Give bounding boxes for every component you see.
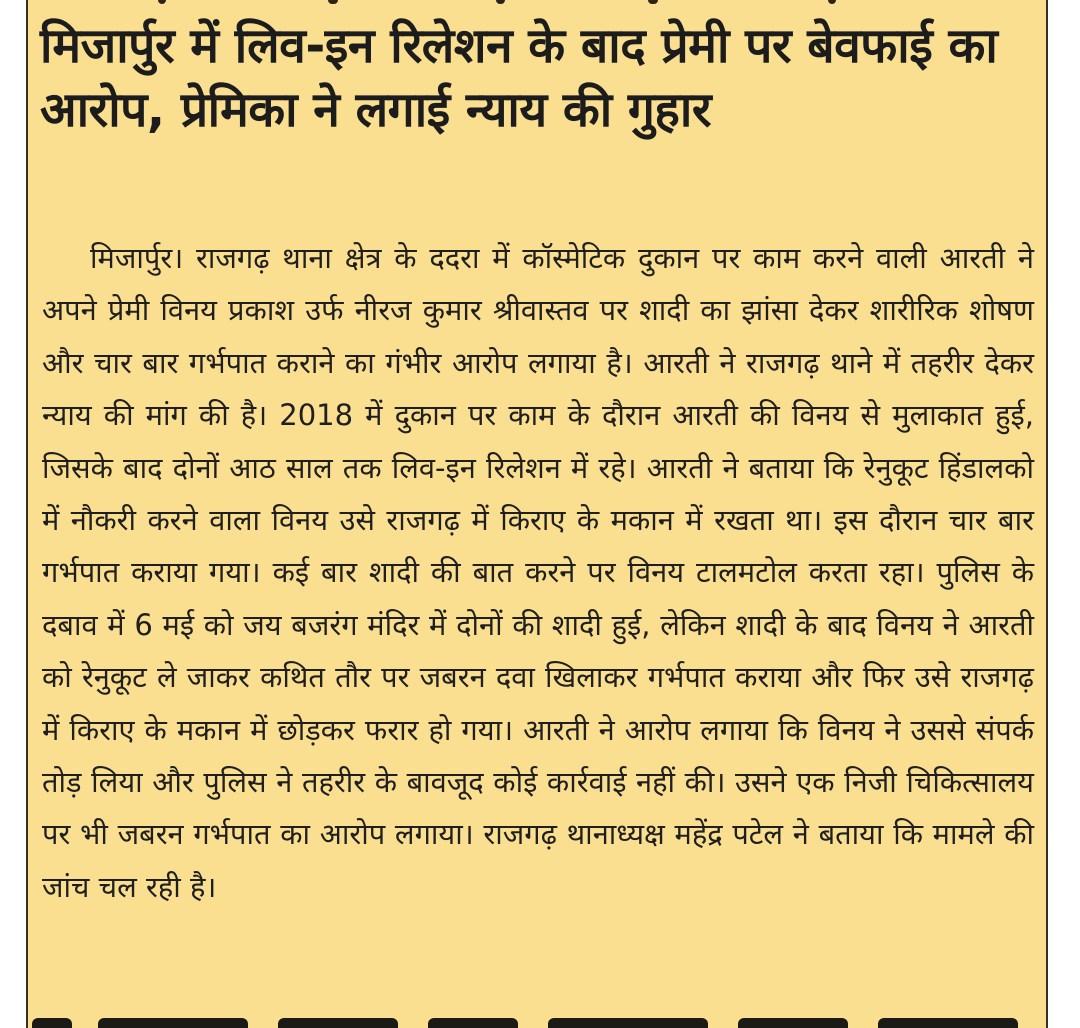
article-box (28, 0, 1046, 1028)
previous-article-cutoff-text (28, 0, 1046, 10)
column-rule-right (1046, 0, 1048, 1028)
article-body: मिजार्पुर। राजगढ़ थाना क्षेत्र के ददरा में कॉस्मेटिक दुकान पर काम करने वाली आरती ने अपने प्रेमी विनय प्रकाश उर्फ नीरज कुमार श्रीवास्तव पर शादी का झांसा देकर शारीरिक शोषण और चार बार गर्भपात कराने का गंभीर आरोप लगाया है। आरती ने राजगढ़ थाने में तहरीर देकर न्याय की मांग की है। 2018 में दुकान पर काम के दौरान आरती की विनय से मुलाकात हुई, जिसके बाद दोनों आठ साल तक लिव-इन रिलेशन में रहे। आरती ने बताया कि रेनुकूट हिंडालको में नौकरी करने वाला विनय उसे राजगढ़ में किराए के मकान में रखता था। इस दौरान चार बार गर्भपात कराया गया। कई बार शादी की बात करने पर विनय टालमटोल करता रहा। पुलिस के दबाव में 6 मई को जय बजरंग मंदिर में दोनों की शादी हुई, लेकिन शादी के बाद विनय ने आरती को रेनुकूट ले जाकर कथित तौर पर जबरन दवा खिलाकर गर्भपात कराया और फिर उसे राजगढ़ में किराए के मकान में छोड़कर फरार हो गया। आरती ने आरोप लगाया कि विनय ने उससे संपर्क तोड़ लिया और पुलिस ने तहरीर के बावजूद कोई कार्रवाई नहीं की। उसने एक निजी चिकित्सालय पर भी जबरन गर्भपात का आरोप लगाया। राजगढ़ थानाध्यक्ष महेंद्र पटेल ने बताया कि मामले की जांच चल रही है। (42, 241, 1034, 904)
next-headline-cutoff-text (28, 1006, 1046, 1028)
article-headline: मिजार्पुर में लिव-इन रिलेशन के बाद प्रेमी पर बेवफाई का आरोप, प्रेमिका ने लगाई न्याय की गुहार (40, 18, 998, 138)
